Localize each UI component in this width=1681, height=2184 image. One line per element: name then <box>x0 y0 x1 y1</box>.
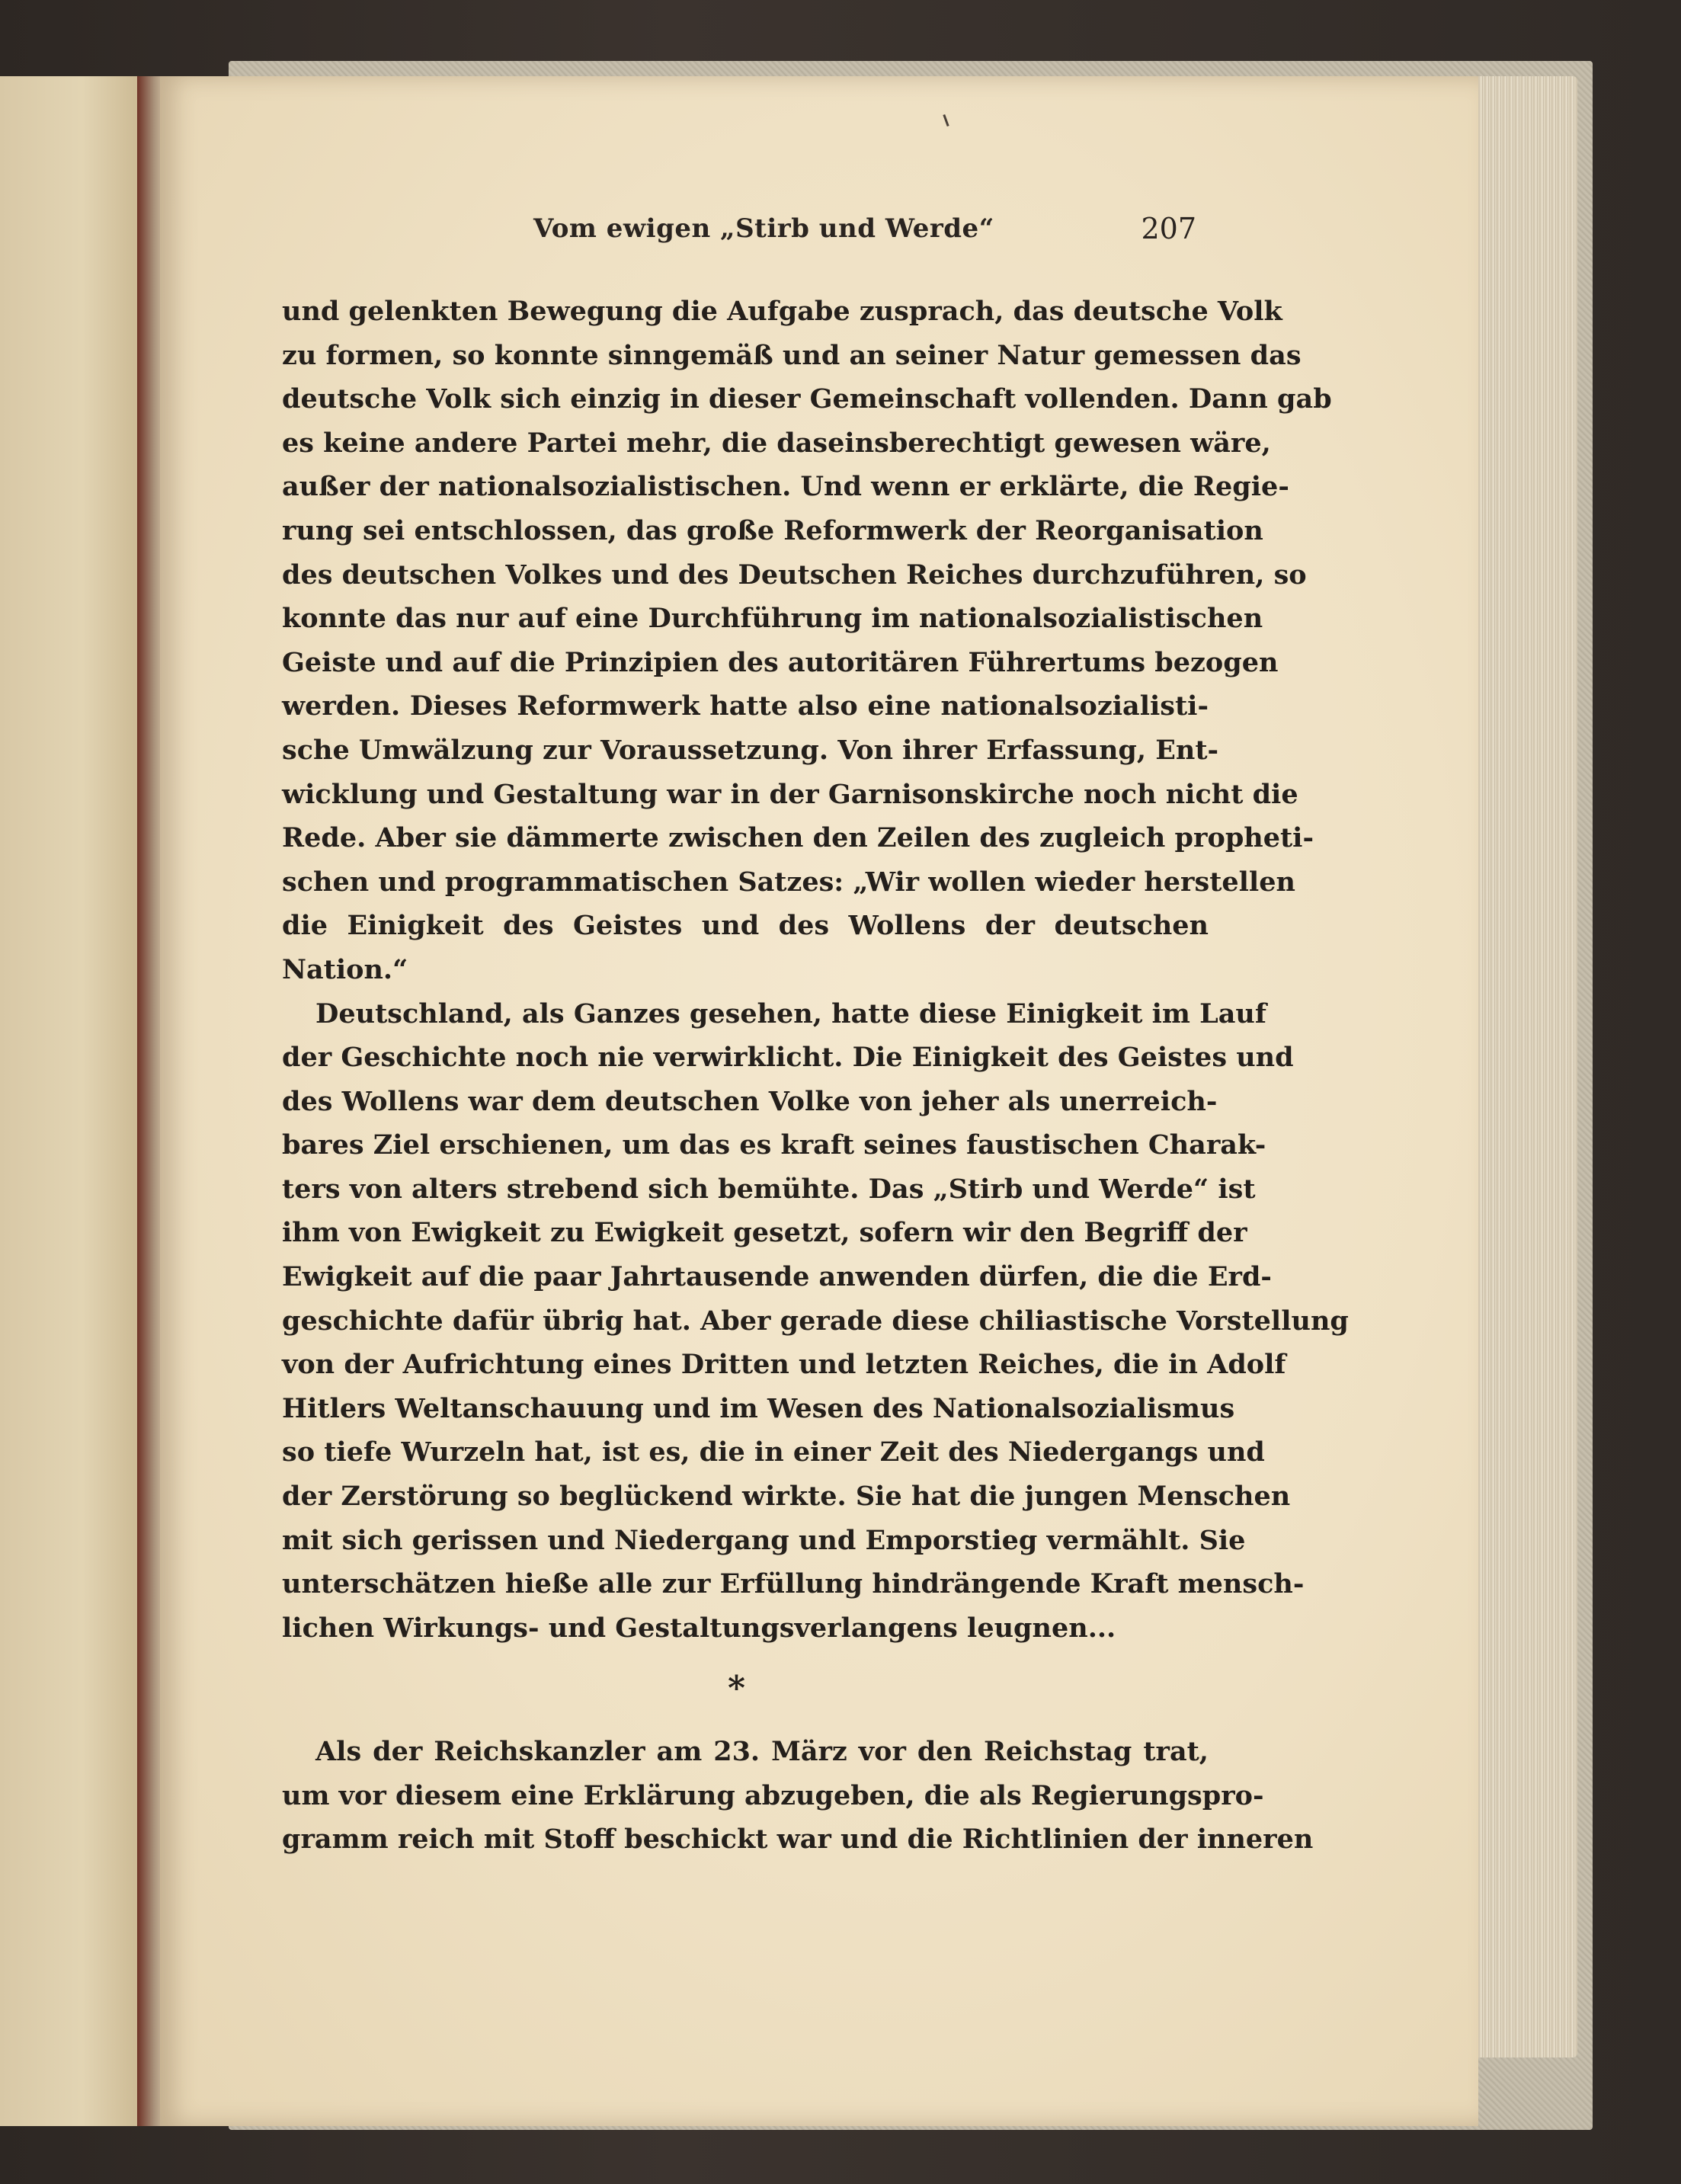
text-line: unterschätzen hieße alle zur Erfüllung hindrängende Kraft mensch- <box>282 1568 1305 1600</box>
text-line: konnte das nur auf eine Durchführung im nationalsozialistischen <box>282 603 1263 635</box>
text-line: es keine andere Partei mehr, die daseinsberechtigt gewesen wäre, <box>282 427 1271 459</box>
text-line: von der Aufrichtung eines Dritten und letzten Reiches, die in Adolf <box>282 1349 1286 1381</box>
text-line: so tiefe Wurzeln hat, ist es, die in einer Zeit des Niedergangs und <box>282 1436 1265 1468</box>
text-line: rung sei entschlossen, das große Reformwerk der Reorganisation <box>282 514 1263 546</box>
paragraph <box>282 1730 1314 1862</box>
text-line: gramm reich mit Stoff beschickt war und die Richtlinien der inneren <box>282 1824 1314 1856</box>
text-line: sche Umwälzung zur Voraussetzung. Von ihrer Erfassung, Ent- <box>282 734 1219 766</box>
text-line: zu formen, so konnte sinngemäß und an seiner Natur gemessen das <box>282 339 1302 371</box>
text-line: Deutschland, als Ganzes gesehen, hatte diese Einigkeit im Lauf <box>315 998 1266 1030</box>
text-line: schen und programmatischen Satzes: „Wir wollen wieder herstellen <box>282 866 1295 898</box>
running-head <box>351 213 1204 259</box>
text-line: um vor diesem eine Erklärung abzugeben, die als Regierungspro- <box>282 1779 1264 1811</box>
running-title: Vom ewigen „Stirb und Werde“ <box>533 213 994 244</box>
paragraph <box>282 992 1349 1651</box>
text-line: deutsche Volk sich einzig in dieser Gemeinschaft vollenden. Dann gab <box>282 383 1332 415</box>
text-line: werden. Dieses Reformwerk hatte also eine nationalsozialisti- <box>282 690 1209 722</box>
text-line: des deutschen Volkes und des Deutschen Reiches durchzuführen, so <box>282 559 1307 591</box>
text-line: mit sich gerissen und Niedergang und Emporstieg vermählt. Sie <box>282 1524 1246 1556</box>
page-number: 207 <box>1141 212 1196 245</box>
text-line: die Einigkeit des Geistes und des Wollens der deutschen <box>282 910 1209 942</box>
text-line: ihm von Ewigkeit zu Ewigkeit gesetzt, sofern wir den Begriff der <box>282 1217 1247 1249</box>
text-line: Hitlers Weltanschauung und im Wesen des Nationalsozialismus <box>282 1392 1235 1424</box>
text-line: lichen Wirkungs- und Gestaltungsverlangens leugnen... <box>282 1612 1116 1644</box>
text-line: Geiste und auf die Prinzipien des autoritären Führertums bezogen <box>282 646 1279 678</box>
text-line: Nation.“ <box>282 953 408 985</box>
paragraph <box>282 290 1332 992</box>
facing-page-edge <box>0 76 142 2126</box>
text-line: ters von alters strebend sich bemühte. Das „Stirb und Werde“ ist <box>282 1173 1256 1205</box>
page-edges <box>1471 76 1577 2058</box>
text-line: bares Ziel erschienen, um das es kraft seines faustischen Charak- <box>282 1129 1266 1161</box>
section-separator: * <box>728 1669 746 1708</box>
body-text-upper <box>282 290 1349 1650</box>
text-line: außer der nationalsozialistischen. Und wenn er erklärte, die Regie- <box>282 471 1289 503</box>
body-text-lower <box>282 1730 1314 1862</box>
text-line: Rede. Aber sie dämmerte zwischen den Zeilen des zugleich propheti- <box>282 822 1314 854</box>
text-line: und gelenkten Bewegung die Aufgabe zusprach, das deutsche Volk <box>282 296 1282 327</box>
text-line: der Zerstörung so beglückend wirkte. Sie hat die jungen Menschen <box>282 1481 1291 1513</box>
text-line: Ewigkeit auf die paar Jahrtausende anwenden dürfen, die die Erd- <box>282 1261 1272 1293</box>
text-line: wicklung und Gestaltung war in der Garnisonskirche noch nicht die <box>282 778 1298 810</box>
text-line: des Wollens war dem deutschen Volke von jeher als unerreich- <box>282 1085 1218 1117</box>
text-line: geschichte dafür übrig hat. Aber gerade diese chiliastische Vorstellung <box>282 1305 1349 1337</box>
text-line: Als der Reichskanzler am 23. März vor den Reichstag trat, <box>315 1736 1209 1767</box>
text-line: der Geschichte noch nie verwirklicht. Die Einigkeit des Geistes und <box>282 1042 1294 1074</box>
